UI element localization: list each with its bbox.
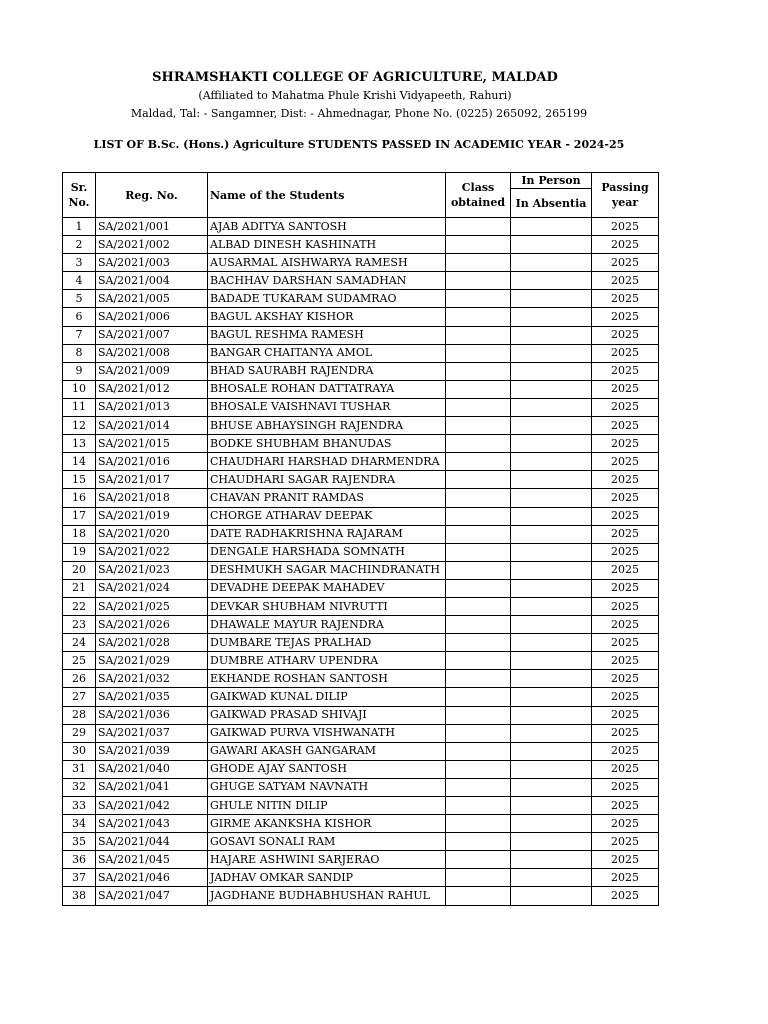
cell-reg-no: SA/2021/024 bbox=[96, 579, 208, 597]
table-row bbox=[63, 561, 659, 579]
cell-attendance-mode bbox=[511, 724, 592, 742]
cell-reg-no: SA/2021/028 bbox=[96, 634, 208, 652]
cell-passing-year: 2025 bbox=[592, 417, 659, 435]
cell-class-obtained bbox=[446, 380, 511, 398]
cell-sr-no: 33 bbox=[63, 797, 96, 815]
table-row bbox=[63, 471, 659, 489]
table-row bbox=[63, 236, 659, 254]
cell-reg-no: SA/2021/018 bbox=[96, 489, 208, 507]
cell-student-name: BADADE TUKARAM SUDAMRAO bbox=[208, 290, 446, 308]
cell-attendance-mode bbox=[511, 815, 592, 833]
cell-sr-no: 26 bbox=[63, 670, 96, 688]
header-in-person: In Person bbox=[511, 173, 592, 189]
header-reg-no: Reg. No. bbox=[96, 173, 208, 218]
cell-student-name: BAGUL AKSHAY KISHOR bbox=[208, 308, 446, 326]
cell-class-obtained bbox=[446, 236, 511, 254]
cell-student-name: GAIKWAD KUNAL DILIP bbox=[208, 688, 446, 706]
cell-reg-no: SA/2021/047 bbox=[96, 887, 208, 905]
cell-student-name: EKHANDE ROSHAN SANTOSH bbox=[208, 670, 446, 688]
cell-class-obtained bbox=[446, 579, 511, 597]
cell-passing-year: 2025 bbox=[592, 507, 659, 525]
cell-passing-year: 2025 bbox=[592, 760, 659, 778]
cell-sr-no: 19 bbox=[63, 543, 96, 561]
cell-student-name: GHODE AJAY SANTOSH bbox=[208, 760, 446, 778]
cell-sr-no: 18 bbox=[63, 525, 96, 543]
cell-student-name: CHAVAN PRANIT RAMDAS bbox=[208, 489, 446, 507]
cell-student-name: DHAWALE MAYUR RAJENDRA bbox=[208, 616, 446, 634]
cell-class-obtained bbox=[446, 634, 511, 652]
header-passing-line1: Passing bbox=[601, 181, 649, 194]
cell-passing-year: 2025 bbox=[592, 634, 659, 652]
cell-passing-year: 2025 bbox=[592, 471, 659, 489]
cell-class-obtained bbox=[446, 254, 511, 272]
cell-sr-no: 4 bbox=[63, 272, 96, 290]
cell-class-obtained bbox=[446, 670, 511, 688]
table-row bbox=[63, 453, 659, 471]
cell-sr-no: 20 bbox=[63, 561, 96, 579]
cell-passing-year: 2025 bbox=[592, 254, 659, 272]
affiliation-line: (Affiliated to Mahatma Phule Krishi Vidyapeeth, Rahuri) bbox=[198, 89, 512, 102]
cell-student-name: DUMBARE TEJAS PRALHAD bbox=[208, 634, 446, 652]
cell-attendance-mode bbox=[511, 362, 592, 380]
cell-reg-no: SA/2021/045 bbox=[96, 851, 208, 869]
cell-sr-no: 22 bbox=[63, 597, 96, 615]
cell-sr-no: 23 bbox=[63, 616, 96, 634]
cell-class-obtained bbox=[446, 561, 511, 579]
cell-class-obtained bbox=[446, 435, 511, 453]
list-title: LIST OF B.Sc. (Hons.) Agriculture STUDENTS PASSED IN ACADEMIC YEAR - 2024-25 bbox=[93, 138, 625, 151]
cell-reg-no: SA/2021/041 bbox=[96, 778, 208, 796]
cell-passing-year: 2025 bbox=[592, 489, 659, 507]
cell-student-name: DATE RADHAKRISHNA RAJARAM bbox=[208, 525, 446, 543]
table-row bbox=[63, 670, 659, 688]
table-row bbox=[63, 507, 659, 525]
cell-passing-year: 2025 bbox=[592, 453, 659, 471]
cell-attendance-mode bbox=[511, 706, 592, 724]
cell-class-obtained bbox=[446, 525, 511, 543]
cell-attendance-mode bbox=[511, 471, 592, 489]
cell-attendance-mode bbox=[511, 797, 592, 815]
table-row bbox=[63, 254, 659, 272]
cell-student-name: DUMBRE ATHARV UPENDRA bbox=[208, 652, 446, 670]
cell-class-obtained bbox=[446, 797, 511, 815]
cell-sr-no: 16 bbox=[63, 489, 96, 507]
cell-class-obtained bbox=[446, 815, 511, 833]
cell-sr-no: 32 bbox=[63, 778, 96, 796]
cell-student-name: DEVKAR SHUBHAM NIVRUTTI bbox=[208, 597, 446, 615]
cell-class-obtained bbox=[446, 833, 511, 851]
cell-attendance-mode bbox=[511, 851, 592, 869]
cell-attendance-mode bbox=[511, 869, 592, 887]
table-row bbox=[63, 688, 659, 706]
cell-reg-no: SA/2021/004 bbox=[96, 272, 208, 290]
cell-sr-no: 9 bbox=[63, 362, 96, 380]
cell-student-name: GHULE NITIN DILIP bbox=[208, 797, 446, 815]
header-sr-line2: No. bbox=[68, 196, 90, 209]
cell-class-obtained bbox=[446, 272, 511, 290]
cell-class-obtained bbox=[446, 362, 511, 380]
table-row bbox=[63, 543, 659, 561]
cell-attendance-mode bbox=[511, 398, 592, 416]
cell-student-name: BHOSALE VAISHNAVI TUSHAR bbox=[208, 398, 446, 416]
cell-student-name: GOSAVI SONALI RAM bbox=[208, 833, 446, 851]
cell-class-obtained bbox=[446, 453, 511, 471]
table-row bbox=[63, 815, 659, 833]
table-row bbox=[63, 778, 659, 796]
cell-reg-no: SA/2021/002 bbox=[96, 236, 208, 254]
cell-passing-year: 2025 bbox=[592, 362, 659, 380]
cell-sr-no: 27 bbox=[63, 688, 96, 706]
cell-reg-no: SA/2021/023 bbox=[96, 561, 208, 579]
header-class-obtained bbox=[446, 173, 511, 218]
cell-class-obtained bbox=[446, 290, 511, 308]
table-row bbox=[63, 869, 659, 887]
table-row bbox=[63, 525, 659, 543]
cell-passing-year: 2025 bbox=[592, 706, 659, 724]
cell-passing-year: 2025 bbox=[592, 887, 659, 905]
cell-sr-no: 11 bbox=[63, 398, 96, 416]
cell-class-obtained bbox=[446, 724, 511, 742]
table-row bbox=[63, 417, 659, 435]
cell-reg-no: SA/2021/029 bbox=[96, 652, 208, 670]
cell-class-obtained bbox=[446, 218, 511, 236]
cell-passing-year: 2025 bbox=[592, 797, 659, 815]
cell-class-obtained bbox=[446, 597, 511, 615]
cell-sr-no: 8 bbox=[63, 344, 96, 362]
cell-class-obtained bbox=[446, 489, 511, 507]
students-table-body bbox=[63, 218, 659, 906]
cell-reg-no: SA/2021/012 bbox=[96, 380, 208, 398]
cell-student-name: DENGALE HARSHADA SOMNATH bbox=[208, 543, 446, 561]
cell-student-name: BHUSE ABHAYSINGH RAJENDRA bbox=[208, 417, 446, 435]
cell-passing-year: 2025 bbox=[592, 218, 659, 236]
cell-class-obtained bbox=[446, 543, 511, 561]
cell-attendance-mode bbox=[511, 435, 592, 453]
college-name: SHRAMSHAKTI COLLEGE OF AGRICULTURE, MALDAD bbox=[152, 70, 558, 85]
cell-class-obtained bbox=[446, 742, 511, 760]
cell-passing-year: 2025 bbox=[592, 543, 659, 561]
cell-sr-no: 29 bbox=[63, 724, 96, 742]
cell-reg-no: SA/2021/019 bbox=[96, 507, 208, 525]
cell-student-name: CHAUDHARI SAGAR RAJENDRA bbox=[208, 471, 446, 489]
cell-class-obtained bbox=[446, 507, 511, 525]
cell-reg-no: SA/2021/014 bbox=[96, 417, 208, 435]
cell-attendance-mode bbox=[511, 561, 592, 579]
cell-student-name: BHOSALE ROHAN DATTATRAYA bbox=[208, 380, 446, 398]
cell-student-name: DEVADHE DEEPAK MAHADEV bbox=[208, 579, 446, 597]
cell-student-name: HAJARE ASHWINI SARJERAO bbox=[208, 851, 446, 869]
cell-attendance-mode bbox=[511, 543, 592, 561]
cell-class-obtained bbox=[446, 471, 511, 489]
cell-sr-no: 15 bbox=[63, 471, 96, 489]
cell-attendance-mode bbox=[511, 326, 592, 344]
cell-passing-year: 2025 bbox=[592, 380, 659, 398]
cell-student-name: GAIKWAD PURVA VISHWANATH bbox=[208, 724, 446, 742]
table-row bbox=[63, 380, 659, 398]
cell-attendance-mode bbox=[511, 634, 592, 652]
cell-attendance-mode bbox=[511, 218, 592, 236]
table-row bbox=[63, 706, 659, 724]
cell-passing-year: 2025 bbox=[592, 597, 659, 615]
cell-reg-no: SA/2021/016 bbox=[96, 453, 208, 471]
cell-class-obtained bbox=[446, 688, 511, 706]
cell-sr-no: 12 bbox=[63, 417, 96, 435]
cell-attendance-mode bbox=[511, 254, 592, 272]
cell-reg-no: SA/2021/035 bbox=[96, 688, 208, 706]
table-row bbox=[63, 597, 659, 615]
cell-passing-year: 2025 bbox=[592, 579, 659, 597]
table-row bbox=[63, 290, 659, 308]
cell-passing-year: 2025 bbox=[592, 652, 659, 670]
cell-student-name: JAGDHANE BUDHABHUSHAN RAHUL bbox=[208, 887, 446, 905]
cell-sr-no: 25 bbox=[63, 652, 96, 670]
table-row bbox=[63, 616, 659, 634]
cell-attendance-mode bbox=[511, 417, 592, 435]
cell-attendance-mode bbox=[511, 453, 592, 471]
cell-attendance-mode bbox=[511, 290, 592, 308]
cell-reg-no: SA/2021/009 bbox=[96, 362, 208, 380]
header-in-absentia: In Absentia bbox=[511, 189, 592, 218]
cell-student-name: ALBAD DINESH KASHINATH bbox=[208, 236, 446, 254]
cell-reg-no: SA/2021/046 bbox=[96, 869, 208, 887]
cell-student-name: BHAD SAURABH RAJENDRA bbox=[208, 362, 446, 380]
cell-class-obtained bbox=[446, 652, 511, 670]
cell-attendance-mode bbox=[511, 887, 592, 905]
cell-class-obtained bbox=[446, 326, 511, 344]
cell-student-name: AJAB ADITYA SANTOSH bbox=[208, 218, 446, 236]
cell-attendance-mode bbox=[511, 507, 592, 525]
cell-reg-no: SA/2021/037 bbox=[96, 724, 208, 742]
cell-passing-year: 2025 bbox=[592, 742, 659, 760]
cell-attendance-mode bbox=[511, 652, 592, 670]
cell-sr-no: 13 bbox=[63, 435, 96, 453]
header-passing-line2: year bbox=[611, 196, 639, 209]
cell-student-name: GAIKWAD PRASAD SHIVAJI bbox=[208, 706, 446, 724]
table-row bbox=[63, 272, 659, 290]
cell-student-name: BODKE SHUBHAM BHANUDAS bbox=[208, 435, 446, 453]
cell-sr-no: 35 bbox=[63, 833, 96, 851]
cell-passing-year: 2025 bbox=[592, 851, 659, 869]
table-row bbox=[63, 218, 659, 236]
cell-class-obtained bbox=[446, 778, 511, 796]
cell-sr-no: 3 bbox=[63, 254, 96, 272]
cell-reg-no: SA/2021/040 bbox=[96, 760, 208, 778]
cell-sr-no: 7 bbox=[63, 326, 96, 344]
cell-attendance-mode bbox=[511, 344, 592, 362]
cell-student-name: GAWARI AKASH GANGARAM bbox=[208, 742, 446, 760]
cell-passing-year: 2025 bbox=[592, 869, 659, 887]
cell-student-name: BANGAR CHAITANYA AMOL bbox=[208, 344, 446, 362]
cell-attendance-mode bbox=[511, 525, 592, 543]
cell-reg-no: SA/2021/026 bbox=[96, 616, 208, 634]
cell-sr-no: 5 bbox=[63, 290, 96, 308]
cell-attendance-mode bbox=[511, 742, 592, 760]
cell-reg-no: SA/2021/001 bbox=[96, 218, 208, 236]
cell-class-obtained bbox=[446, 706, 511, 724]
header-sr-no bbox=[63, 173, 96, 218]
cell-student-name: GIRME AKANKSHA KISHOR bbox=[208, 815, 446, 833]
cell-sr-no: 34 bbox=[63, 815, 96, 833]
cell-attendance-mode bbox=[511, 778, 592, 796]
cell-passing-year: 2025 bbox=[592, 561, 659, 579]
cell-passing-year: 2025 bbox=[592, 236, 659, 254]
cell-class-obtained bbox=[446, 851, 511, 869]
header-student-name: Name of the Students bbox=[208, 173, 446, 218]
cell-attendance-mode bbox=[511, 236, 592, 254]
cell-reg-no: SA/2021/013 bbox=[96, 398, 208, 416]
cell-attendance-mode bbox=[511, 616, 592, 634]
cell-reg-no: SA/2021/005 bbox=[96, 290, 208, 308]
cell-passing-year: 2025 bbox=[592, 398, 659, 416]
cell-reg-no: SA/2021/032 bbox=[96, 670, 208, 688]
cell-reg-no: SA/2021/025 bbox=[96, 597, 208, 615]
cell-attendance-mode bbox=[511, 597, 592, 615]
cell-class-obtained bbox=[446, 398, 511, 416]
students-table bbox=[62, 172, 659, 906]
cell-reg-no: SA/2021/042 bbox=[96, 797, 208, 815]
cell-student-name: BACHHAV DARSHAN SAMADHAN bbox=[208, 272, 446, 290]
cell-student-name: CHORGE ATHARAV DEEPAK bbox=[208, 507, 446, 525]
table-row bbox=[63, 833, 659, 851]
table-row bbox=[63, 308, 659, 326]
cell-sr-no: 10 bbox=[63, 380, 96, 398]
cell-student-name: DESHMUKH SAGAR MACHINDRANATH bbox=[208, 561, 446, 579]
table-row bbox=[63, 760, 659, 778]
table-row bbox=[63, 634, 659, 652]
cell-attendance-mode bbox=[511, 308, 592, 326]
cell-reg-no: SA/2021/044 bbox=[96, 833, 208, 851]
cell-reg-no: SA/2021/017 bbox=[96, 471, 208, 489]
table-row bbox=[63, 435, 659, 453]
cell-passing-year: 2025 bbox=[592, 308, 659, 326]
table-row bbox=[63, 742, 659, 760]
cell-passing-year: 2025 bbox=[592, 833, 659, 851]
cell-student-name: AUSARMAL AISHWARYA RAMESH bbox=[208, 254, 446, 272]
address-line: Maldad, Tal: - Sangamner, Dist: - Ahmednagar, Phone No. (0225) 265092, 265199 bbox=[130, 107, 588, 120]
table-row bbox=[63, 887, 659, 905]
cell-reg-no: SA/2021/003 bbox=[96, 254, 208, 272]
header-sr-line1: Sr. bbox=[70, 181, 88, 194]
table-row bbox=[63, 326, 659, 344]
table-row bbox=[63, 344, 659, 362]
cell-class-obtained bbox=[446, 417, 511, 435]
cell-reg-no: SA/2021/008 bbox=[96, 344, 208, 362]
cell-sr-no: 14 bbox=[63, 453, 96, 471]
cell-reg-no: SA/2021/036 bbox=[96, 706, 208, 724]
cell-sr-no: 37 bbox=[63, 869, 96, 887]
cell-sr-no: 31 bbox=[63, 760, 96, 778]
cell-attendance-mode bbox=[511, 688, 592, 706]
cell-reg-no: SA/2021/007 bbox=[96, 326, 208, 344]
cell-sr-no: 6 bbox=[63, 308, 96, 326]
cell-sr-no: 30 bbox=[63, 742, 96, 760]
cell-sr-no: 21 bbox=[63, 579, 96, 597]
cell-student-name: JADHAV OMKAR SANDIP bbox=[208, 869, 446, 887]
table-row bbox=[63, 797, 659, 815]
cell-class-obtained bbox=[446, 616, 511, 634]
cell-student-name: BAGUL RESHMA RAMESH bbox=[208, 326, 446, 344]
cell-student-name: CHAUDHARI HARSHAD DHARMENDRA bbox=[208, 453, 446, 471]
cell-sr-no: 17 bbox=[63, 507, 96, 525]
cell-attendance-mode bbox=[511, 670, 592, 688]
table-row bbox=[63, 851, 659, 869]
table-row bbox=[63, 398, 659, 416]
header-class-line1: Class bbox=[461, 181, 495, 194]
cell-reg-no: SA/2021/039 bbox=[96, 742, 208, 760]
cell-passing-year: 2025 bbox=[592, 815, 659, 833]
cell-class-obtained bbox=[446, 887, 511, 905]
cell-passing-year: 2025 bbox=[592, 326, 659, 344]
cell-sr-no: 28 bbox=[63, 706, 96, 724]
cell-attendance-mode bbox=[511, 579, 592, 597]
header-passing-year bbox=[592, 173, 659, 218]
cell-attendance-mode bbox=[511, 833, 592, 851]
cell-attendance-mode bbox=[511, 272, 592, 290]
cell-passing-year: 2025 bbox=[592, 525, 659, 543]
table-row bbox=[63, 489, 659, 507]
cell-reg-no: SA/2021/022 bbox=[96, 543, 208, 561]
cell-class-obtained bbox=[446, 869, 511, 887]
cell-sr-no: 2 bbox=[63, 236, 96, 254]
table-row bbox=[63, 652, 659, 670]
cell-sr-no: 36 bbox=[63, 851, 96, 869]
cell-attendance-mode bbox=[511, 489, 592, 507]
cell-reg-no: SA/2021/015 bbox=[96, 435, 208, 453]
cell-attendance-mode bbox=[511, 760, 592, 778]
cell-passing-year: 2025 bbox=[592, 688, 659, 706]
header-class-line2: obtained bbox=[450, 196, 506, 209]
cell-sr-no: 38 bbox=[63, 887, 96, 905]
cell-class-obtained bbox=[446, 760, 511, 778]
cell-passing-year: 2025 bbox=[592, 272, 659, 290]
cell-passing-year: 2025 bbox=[592, 290, 659, 308]
cell-reg-no: SA/2021/006 bbox=[96, 308, 208, 326]
table-row bbox=[63, 579, 659, 597]
cell-reg-no: SA/2021/043 bbox=[96, 815, 208, 833]
table-row bbox=[63, 724, 659, 742]
cell-reg-no: SA/2021/020 bbox=[96, 525, 208, 543]
cell-class-obtained bbox=[446, 344, 511, 362]
cell-sr-no: 1 bbox=[63, 218, 96, 236]
cell-passing-year: 2025 bbox=[592, 724, 659, 742]
cell-passing-year: 2025 bbox=[592, 344, 659, 362]
cell-student-name: GHUGE SATYAM NAVNATH bbox=[208, 778, 446, 796]
cell-passing-year: 2025 bbox=[592, 670, 659, 688]
cell-passing-year: 2025 bbox=[592, 435, 659, 453]
table-row bbox=[63, 362, 659, 380]
cell-passing-year: 2025 bbox=[592, 778, 659, 796]
cell-passing-year: 2025 bbox=[592, 616, 659, 634]
cell-sr-no: 24 bbox=[63, 634, 96, 652]
cell-attendance-mode bbox=[511, 380, 592, 398]
cell-class-obtained bbox=[446, 308, 511, 326]
